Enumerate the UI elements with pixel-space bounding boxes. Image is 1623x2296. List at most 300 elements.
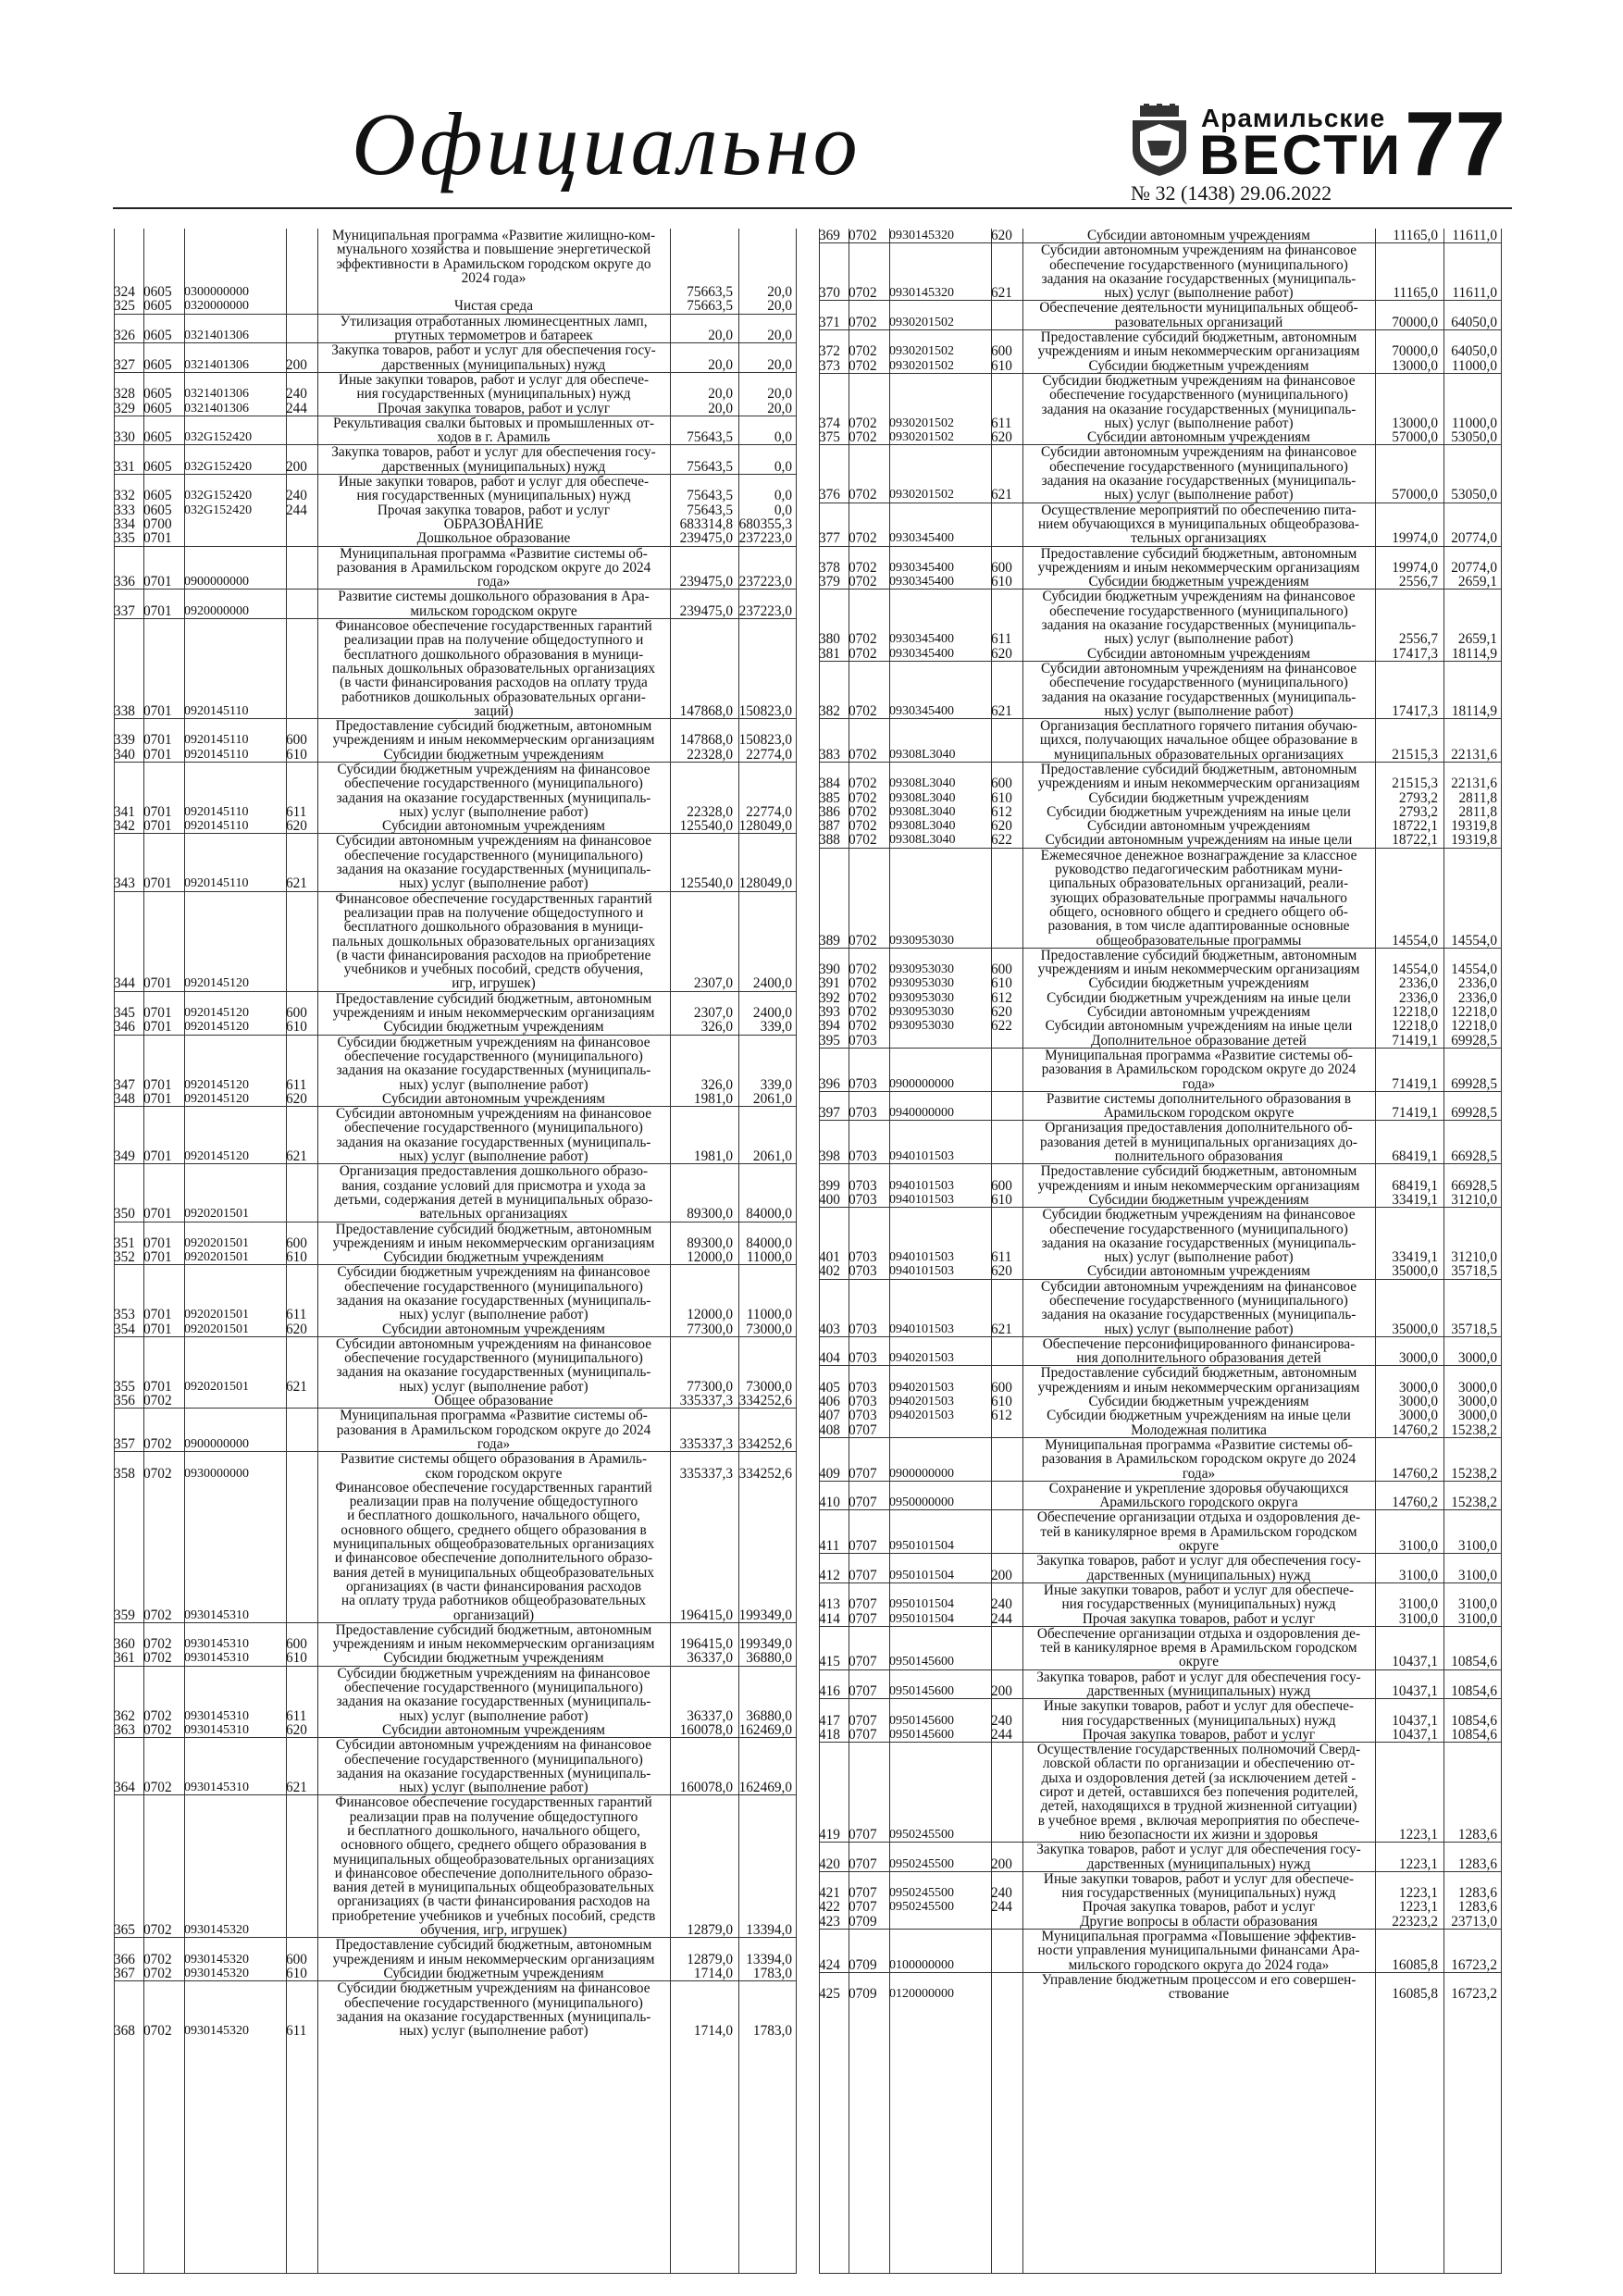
target-code: 0950245500: [889, 1856, 954, 1871]
description-line: реализации прав на получение общедоступного и: [343, 632, 644, 649]
row-description: [317, 343, 670, 372]
target-code: 0950145600: [889, 1713, 954, 1728]
description-line: разования в Арамильском городском округе до 2024: [1041, 1451, 1357, 1468]
description-line: задания на оказание государственных (муниципаль-: [336, 1062, 651, 1079]
target-code: [889, 1034, 991, 1048]
row-number: 402: [819, 1263, 840, 1280]
description-line: задания на оказание государственных (муниципаль-: [1041, 1235, 1357, 1251]
amount-2023: 1981,0: [693, 1148, 733, 1165]
section-code: 0701: [143, 574, 172, 590]
row-number: 391: [819, 975, 840, 992]
row-number: 408: [819, 1421, 840, 1438]
description-line: приобретение учебников и учебных пособий, средств: [331, 1907, 656, 1924]
amount-2023: 11165,0: [1393, 228, 1438, 243]
amount-2024: 73000,0: [746, 1378, 792, 1395]
section-code: 0703: [849, 1263, 877, 1280]
amount-2023: 3000,0: [1398, 1394, 1438, 1410]
description-line: ния государственных (муниципальных) нужд: [356, 386, 631, 403]
amount-2023: 147868,0: [679, 732, 733, 749]
description-line: тей в каникулярное время в Арамильском городском: [1040, 1523, 1357, 1540]
row-description: [1022, 805, 1375, 819]
expense-type-code: [286, 1394, 317, 1408]
row-description: [317, 475, 670, 503]
target-code: 0940201503: [889, 1395, 954, 1409]
row-number: [114, 229, 143, 285]
target-code: 032G152420: [184, 489, 253, 503]
amount-2023: 71419,1: [1392, 1105, 1438, 1122]
section-title: Официально: [352, 94, 861, 193]
target-code: 0950145600: [889, 1684, 954, 1698]
description-line: обучения, игр, игрушек): [420, 1922, 567, 1939]
row-description: [1022, 1930, 1375, 1972]
amount-2023: 326,0: [700, 1019, 733, 1036]
description-line: Прочая закупка товаров, работ и услуг: [1082, 1899, 1316, 1916]
amount-2023: 19974,0: [1392, 559, 1438, 576]
amount-2023: 21515,3: [1392, 746, 1438, 763]
description-line: Управление бюджетным процессом и его совершен-: [1041, 1971, 1357, 1988]
section-code: 0605: [143, 429, 172, 446]
amount-2024: 150823,0: [738, 702, 792, 719]
row-number: 351: [114, 1235, 135, 1251]
expense-type-code: 610: [991, 1394, 1012, 1410]
amount-2024: 13394,0: [746, 1951, 792, 1967]
row-description: [1022, 791, 1375, 805]
expense-type-code: 610: [991, 975, 1012, 992]
table-row: [114, 1980, 796, 2038]
row-description: [1022, 719, 1375, 762]
table-row: [819, 1019, 1501, 1033]
description-line: ных) услуг (выполнение работ): [399, 1780, 588, 1796]
amount-2024: 16723,2: [1451, 1986, 1497, 2003]
target-code: 0930953030: [889, 962, 954, 977]
amount-2023: 13000,0: [1392, 357, 1438, 374]
target-code: 0950101504: [889, 1611, 954, 1626]
expense-type-code: 240: [991, 1596, 1012, 1613]
amount-2024: 15238,2: [1451, 1495, 1497, 1511]
description-line: учреждениям и иным некоммерческим организациям: [332, 1636, 655, 1653]
description-line: Субсидии автономным учреждениям на финансовое: [335, 1106, 652, 1123]
amount-2023: 2307,0: [693, 1005, 733, 1022]
amount-2024: 3000,0: [1457, 1379, 1497, 1396]
row-description: [317, 719, 670, 748]
expense-type-code: 610: [286, 1650, 307, 1667]
amount-2023: 13000,0: [1392, 415, 1438, 431]
description-line: обеспечение государственного (муниципального): [1049, 602, 1348, 619]
target-code: 0930345400: [889, 560, 954, 575]
target-code: 09308L3040: [889, 804, 956, 819]
table-row: [819, 1409, 1501, 1422]
target-code: [184, 1394, 286, 1408]
row-number: 400: [819, 1191, 840, 1208]
amount-2023: 75663,5: [687, 284, 733, 301]
amount-2023: 77300,0: [687, 1378, 733, 1395]
section-code: 0707: [849, 1465, 877, 1482]
row-number: 386: [819, 803, 840, 820]
row-description: [1022, 1423, 1375, 1437]
section-code: 0702: [849, 530, 877, 547]
row-description: [1022, 1208, 1375, 1264]
amount-2024: 10854,6: [1451, 1654, 1497, 1670]
table-row: [819, 1929, 1501, 1972]
row-number: 369: [819, 228, 840, 243]
amount-2024: 36880,0: [746, 1650, 792, 1667]
expense-type-code: [286, 299, 317, 313]
table-row: [114, 416, 796, 445]
description-line: Субсидии бюджетным учреждениям на финансовое: [1042, 372, 1356, 389]
table-row: [114, 1622, 796, 1652]
target-code: 09308L3040: [889, 747, 956, 762]
description-line: Муниципальная программа «Развитие системы об-: [340, 1408, 648, 1424]
description-line: ности управления муниципальными финансами Ара-: [1037, 1942, 1360, 1959]
row-number: 364: [114, 1780, 135, 1796]
expense-type-code: 612: [991, 803, 1012, 820]
row-description: [1022, 243, 1375, 300]
section-code: 0702: [143, 1951, 172, 1967]
amount-2023: 239475,0: [679, 602, 733, 619]
row-number: 324: [114, 284, 135, 301]
section-code: 0702: [849, 357, 877, 374]
amount-2024: 11611,0: [1452, 228, 1497, 243]
description-line: нием обучающихся в муниципальных общеобразова-: [1037, 515, 1360, 532]
description-line: Субсидии бюджетным учреждениям на иные цели: [1047, 1408, 1351, 1424]
table-row: [114, 285, 796, 299]
row-number: 359: [114, 1607, 135, 1623]
section-code: 0702: [849, 631, 877, 648]
description-line: детей, находящихся в трудной жизненной ситуации): [1040, 1798, 1357, 1815]
row-description: [1022, 1034, 1375, 1048]
expense-type-code: [991, 1438, 1022, 1481]
description-line: Другие вопросы в области образования: [1080, 1913, 1318, 1930]
row-number: 326: [114, 328, 135, 344]
amount-2024: 2659,1: [1457, 631, 1497, 648]
amount-2023: 16085,8: [1392, 1956, 1438, 1973]
description-line: Организация бесплатного горячего питания обучаю-: [1040, 718, 1357, 735]
row-number: 373: [819, 357, 840, 374]
table-row: [819, 575, 1501, 589]
amount-2024: 10854,6: [1451, 1683, 1497, 1699]
row-description: [317, 1409, 670, 1451]
description-line: Развитие системы общего образования в Арамиль-: [340, 1451, 648, 1468]
target-code: 0920145120: [184, 1077, 249, 1092]
row-description: [317, 402, 670, 416]
row-number: 421: [819, 1885, 840, 1902]
description-line: обеспечение государственного (муниципального): [344, 847, 643, 863]
description-line: основного общего, среднего общего образования в: [341, 1837, 647, 1854]
target-code: 032G152420: [184, 503, 253, 517]
description-line: Иные закупки товаров, работ и услуг для обеспече-: [338, 371, 650, 388]
target-code: 0930145310: [184, 1708, 249, 1723]
row-description: [317, 503, 670, 517]
target-code: 0920201501: [184, 1207, 249, 1222]
expense-type-code: [991, 1510, 1022, 1553]
amount-2023: 3000,0: [1398, 1379, 1438, 1396]
table-row: [819, 1871, 1501, 1901]
amount-2024: 20,0: [767, 284, 792, 301]
expense-type-code: 621: [286, 875, 307, 892]
table-row: [819, 848, 1501, 948]
description-line: задания на оказание государственных (муниципаль-: [1041, 401, 1357, 417]
target-code: 09308L3040: [889, 776, 956, 791]
amount-2024: 150823,0: [738, 732, 792, 749]
section-code: 0703: [849, 1394, 877, 1410]
description-line: тей в каникулярное время в Арамильском городском: [1040, 1640, 1357, 1657]
amount-2023: 326,0: [700, 1076, 733, 1093]
description-line: общего, основного общего и среднего общего об-: [1049, 903, 1348, 920]
description-line: Субсидии автономным учреждениям: [1087, 1263, 1310, 1280]
row-number: 368: [114, 2023, 135, 2040]
description-line: полнительного образования: [1114, 1148, 1283, 1165]
row-number: 404: [819, 1350, 840, 1367]
table-row: [819, 791, 1501, 805]
expense-type-code: 611: [286, 803, 307, 820]
target-code: 0940101503: [889, 1264, 954, 1279]
amount-2023: 160078,0: [679, 1780, 733, 1796]
amount-2024: 22774,0: [746, 746, 792, 763]
amount-2024: 162469,0: [738, 1721, 792, 1738]
table-row: [819, 833, 1501, 847]
row-description: [1022, 1482, 1375, 1510]
target-code: 0321401306: [184, 329, 249, 343]
target-code: 0950245500: [889, 1900, 954, 1915]
row-description: [1022, 1264, 1375, 1278]
target-code: 0321401306: [184, 401, 249, 416]
table-row: [819, 1698, 1501, 1728]
section-code: 0707: [849, 1596, 877, 1613]
target-code: 0950145600: [889, 1727, 954, 1742]
row-number: 372: [819, 343, 840, 360]
amount-2023: 20,0: [708, 356, 733, 373]
amount-2023: 2336,0: [1398, 975, 1438, 992]
description-line: задания на оказание государственных (муниципаль-: [1041, 689, 1357, 705]
table-row: [819, 1509, 1501, 1553]
amount-2024: 199349,0: [738, 1636, 792, 1653]
amount-2023: 683314,8: [679, 515, 733, 532]
section-code: 0701: [143, 1235, 172, 1251]
target-code: 0930145320: [184, 1952, 249, 1967]
table-row: [819, 762, 1501, 791]
row-description: [1022, 1872, 1375, 1901]
description-line: дарственных (муниципальных) нужд: [1086, 1855, 1311, 1872]
section-code: 0605: [143, 298, 172, 315]
row-description: [1022, 1366, 1375, 1395]
row-number: 337: [114, 602, 135, 619]
description-line: Субсидии автономным учреждениям на финансовое: [1040, 1278, 1357, 1295]
brand-logo-text: ВЕСТИ: [1199, 124, 1403, 186]
expense-type-code: 620: [286, 818, 307, 835]
expense-type-code: 611: [991, 1249, 1012, 1266]
table-row: [819, 1626, 1501, 1669]
expense-type-code: 612: [991, 1408, 1012, 1424]
description-line: Субсидии автономным учреждениям: [1087, 818, 1310, 835]
target-code: 0920145120: [184, 976, 249, 991]
row-number: 375: [819, 429, 840, 446]
target-code: 0920201501: [184, 1235, 249, 1250]
amount-2024: 199349,0: [738, 1607, 792, 1623]
section-code: 0702: [143, 1780, 172, 1796]
description-line: основного общего, среднего общего образования в: [341, 1521, 647, 1538]
row-description: [317, 590, 670, 618]
description-line: Финансовое обеспечение государственных гарантий: [335, 1479, 652, 1496]
description-line: дарственных (муниципальных) нужд: [381, 356, 606, 373]
description-line: заций): [474, 702, 514, 719]
row-description: [317, 229, 670, 285]
section-code: 0709: [849, 1913, 877, 1930]
description-line: Муниципальная программа «Развитие системы об-: [1045, 1436, 1353, 1453]
description-line: реализации прав на получение общедоступного: [349, 1494, 638, 1510]
amount-2023: 57000,0: [1392, 487, 1438, 503]
amount-2024: 237223,0: [738, 602, 792, 619]
section-code: 0703: [849, 1350, 877, 1367]
description-line: (в части финансирования расходов на приобретение: [336, 947, 651, 963]
amount-2024: 19319,8: [1451, 818, 1497, 835]
target-code: 0930145320: [889, 286, 954, 301]
target-code: 0940000000: [889, 1106, 954, 1121]
description-line: задания на оказание государственных (муниципаль-: [336, 1134, 651, 1150]
row-number: 425: [819, 1986, 840, 2003]
amount-2023: 14760,2: [1392, 1495, 1438, 1511]
row-number: 417: [819, 1712, 840, 1729]
expense-type-code: 611: [286, 1707, 307, 1724]
amount-2024: 0,0: [774, 458, 792, 475]
description-line: Иные закупки товаров, работ и услуг для обеспече-: [1043, 1698, 1355, 1715]
expense-type-code: [991, 1337, 1022, 1366]
amount-2023: 10437,1: [1392, 1654, 1438, 1670]
row-description: [1022, 1005, 1375, 1019]
section-code: 0703: [849, 1408, 877, 1424]
description-line: игр, игрушек): [452, 975, 536, 992]
target-code: 0930345400: [889, 646, 954, 661]
row-number: 412: [819, 1567, 840, 1583]
amount-2024: 3000,0: [1457, 1350, 1497, 1367]
description-line: Закупка товаров, работ и услуг для обеспечения госу-: [1036, 1553, 1361, 1570]
expense-type-code: [991, 1423, 1022, 1437]
table-row: [819, 300, 1501, 329]
description-line: Субсидии бюджетным учреждениям: [383, 1249, 604, 1266]
amount-2024: 19319,8: [1451, 832, 1497, 849]
amount-2023: 10437,1: [1392, 1726, 1438, 1743]
amount-2024: 3000,0: [1457, 1394, 1497, 1410]
description-line: Субсидии автономным учреждениям на финансовое: [1040, 660, 1357, 676]
row-number: 339: [114, 732, 135, 749]
section-code: 0605: [143, 356, 172, 373]
expense-type-code: [991, 1627, 1022, 1669]
description-line: Субсидии автономным учреждениям на финансовое: [335, 1737, 652, 1754]
description-line: обеспечение государственного (муниципального): [344, 1680, 643, 1696]
description-line: задания на оказание государственных (муниципаль-: [336, 862, 651, 878]
amount-2024: 22131,6: [1451, 776, 1497, 792]
description-line: обеспечение государственного (муниципального): [344, 1751, 643, 1768]
table-row: [819, 1207, 1501, 1264]
amount-2024: 69928,5: [1451, 1105, 1497, 1122]
row-number: 409: [819, 1465, 840, 1482]
amount-2023: 57000,0: [1392, 429, 1438, 446]
description-line: обеспечение государственного (муниципального): [1049, 1292, 1348, 1309]
description-line: дарственных (муниципальных) нужд: [381, 458, 606, 475]
description-line: нию безопасности их жизни и здоровья: [1079, 1826, 1319, 1843]
section-code: 0700: [143, 515, 172, 532]
description-line: задания на оказание государственных (муниципаль-: [336, 1765, 651, 1781]
table-row: [819, 661, 1501, 718]
row-number: 353: [114, 1307, 135, 1323]
section-code: 0701: [143, 530, 172, 547]
amount-2024: 2811,8: [1458, 789, 1497, 806]
amount-2023: 20,0: [708, 400, 733, 416]
expense-type-code: 621: [991, 1321, 1012, 1337]
expense-type-code: [286, 547, 317, 590]
amount-2024: 31210,0: [1451, 1191, 1497, 1208]
table-row: [819, 948, 1501, 977]
row-description: [1022, 301, 1375, 329]
table-row: [114, 444, 796, 474]
expense-type-code: [991, 849, 1022, 948]
section-code: 0703: [849, 1148, 877, 1165]
amount-2023: 1223,1: [1398, 1885, 1438, 1902]
description-line: Обеспечение деятельности муниципальных общеоб-: [1039, 300, 1358, 316]
description-line: реализации прав на получение общедоступного и: [343, 904, 644, 921]
description-line: обеспечение государственного (муниципального): [1049, 256, 1348, 273]
row-description: [317, 1623, 670, 1652]
description-line: года»: [1182, 1465, 1216, 1482]
table-row: [819, 1423, 1501, 1437]
target-code: 0930345400: [889, 575, 954, 590]
table-row: [819, 229, 1501, 242]
description-line: организаций): [452, 1607, 535, 1623]
table-row: [114, 517, 796, 531]
table-row: [819, 1005, 1501, 1019]
row-number: 381: [819, 645, 840, 662]
description-line: разования детей в муниципальных организациях до-: [1040, 1134, 1357, 1150]
table-row: [114, 1481, 796, 1622]
target-code: 0930201502: [889, 430, 954, 445]
header-rule: [113, 207, 1512, 209]
description-line: ния государственных (муниципальных) нужд: [1061, 1885, 1336, 1902]
amount-2023: 36337,0: [687, 1707, 733, 1724]
row-description: [317, 1967, 670, 1980]
amount-2024: 35718,5: [1451, 1321, 1497, 1337]
table-row: [114, 402, 796, 416]
table-row: [114, 1020, 796, 1034]
description-line: дыха и оздоровления детей (за исключением детей -: [1041, 1769, 1357, 1786]
amount-2024: 13394,0: [746, 1922, 792, 1939]
row-description: [1022, 1510, 1375, 1553]
row-number: 347: [114, 1076, 135, 1093]
row-number: 340: [114, 746, 135, 763]
table-row: [819, 1336, 1501, 1366]
section-code: 0702: [849, 989, 877, 1006]
description-line: Субсидии бюджетным учреждениям: [383, 1965, 604, 1981]
section-code: 0702: [849, 803, 877, 820]
expense-type-code: 610: [991, 574, 1012, 590]
description-line: Финансовое обеспечение государственных гарантий: [335, 1794, 652, 1811]
amount-2023: 68419,1: [1392, 1177, 1438, 1194]
description-line: дарственных (муниципальных) нужд: [1086, 1683, 1311, 1699]
row-description: [317, 1107, 670, 1163]
expense-type-code: [286, 531, 317, 545]
amount-2023: 71419,1: [1392, 1032, 1438, 1049]
description-line: Субсидии бюджетным учреждениям на иные цели: [1047, 803, 1351, 820]
table-row: [114, 1408, 796, 1451]
description-line: Молодежная политика: [1131, 1421, 1267, 1438]
row-description: [317, 1164, 670, 1221]
target-code: 0930145320: [184, 1966, 249, 1980]
row-number: 361: [114, 1650, 135, 1667]
table-row: [114, 1336, 796, 1394]
description-line: муниципальных общеобразовательных организациях: [332, 1536, 655, 1553]
target-code: [184, 531, 286, 545]
expense-type-code: 240: [286, 488, 307, 504]
row-description: [317, 1481, 670, 1622]
section-code: 0702: [849, 228, 877, 243]
